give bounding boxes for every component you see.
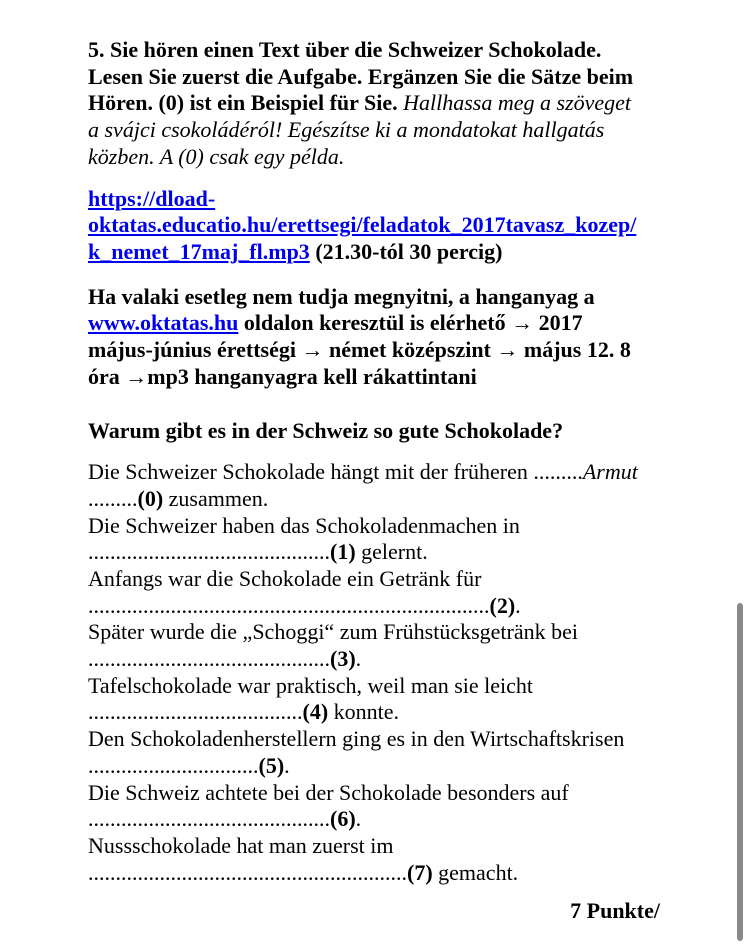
text-line (88, 699, 660, 726)
text-line (88, 310, 660, 337)
text-segment: május-június érettségi → német középszint → május 12. 8 (88, 337, 631, 363)
task-question-heading (88, 418, 660, 445)
text-segment: ......................................................................... (88, 592, 490, 618)
text-segment: Den Schokoladenherstellern ging es in den Wirtschaftskrisen (88, 726, 625, 752)
text-line (88, 898, 660, 925)
hyperlink[interactable]: k_nemet_17maj_fl.mp3 (88, 238, 310, 264)
text-segment: . (355, 646, 362, 672)
text-segment: Nussschokolade hat man zuerst im (88, 832, 394, 858)
text-segment: óra →mp3 hanganyagra kell rákattintani (88, 363, 477, 389)
task-sentences (88, 459, 660, 886)
text-line (88, 459, 660, 486)
text-segment: ............................................ (88, 646, 330, 672)
text-segment: . (284, 752, 290, 778)
text-line (88, 37, 660, 64)
hyperlink[interactable]: oktatas.educatio.hu/erettsegi/feladatok_2017tavasz_kozep/ (88, 212, 637, 238)
text-segment: 5. Sie hören einen Text über die Schweizer Schokolade. (88, 37, 602, 62)
text-line (88, 364, 660, 391)
audio-link-paragraph (88, 186, 660, 266)
text-line (88, 806, 660, 833)
text-segment: ......... (88, 485, 138, 511)
text-line (88, 418, 660, 445)
text-segment: Lesen Sie zuerst die Aufgabe. Ergänzen Sie die Sätze beim (88, 63, 634, 89)
text-line (88, 90, 660, 117)
text-segment: Die Schweizer Schokolade hängt mit der früheren (88, 459, 534, 485)
text-line (88, 64, 660, 91)
text-segment: ......... (533, 459, 583, 485)
text-segment: (21.30-tól 30 percig) (309, 238, 503, 264)
text-segment: oldalon keresztül is elérhető → 2017 (238, 310, 583, 336)
fallback-note-paragraph (88, 284, 660, 391)
text-segment: Warum gibt es in der Schweiz so gute Schokolade? (88, 418, 564, 444)
text-segment: Die Schweiz achtete bei der Schokolade besonders auf (88, 779, 569, 805)
text-line (88, 753, 660, 780)
text-segment: (1) (330, 539, 356, 565)
text-segment: Später wurde die „Schoggi“ zum Frühstücksgetränk bei (88, 619, 578, 645)
text-segment: közben. A (0) csak egy példa. (88, 143, 345, 169)
text-segment: (6) (330, 806, 356, 832)
text-segment: .......................................................... (88, 859, 407, 885)
text-segment: (0) (137, 485, 164, 511)
text-segment: (4) (302, 699, 329, 725)
text-segment: Ha valaki esetleg nem tudja megnyitni, a hanganyag a (88, 283, 595, 309)
text-segment: 7 Punkte/ (570, 898, 660, 924)
text-line (88, 833, 660, 860)
text-segment: . (355, 806, 362, 832)
text-line (88, 860, 660, 887)
text-line (88, 144, 660, 171)
text-segment: Hören. (0) ist ein Beispiel für Sie. (88, 90, 404, 116)
text-segment: konnte. (328, 699, 400, 725)
text-line (88, 117, 660, 144)
text-segment: Hallhassa meg a szöveget (403, 90, 632, 116)
text-segment: ............................................ (88, 539, 330, 565)
text-segment: (3) (330, 646, 356, 672)
scrollbar-thumb[interactable] (737, 603, 743, 941)
points-line (88, 898, 660, 925)
text-line (88, 726, 660, 753)
text-line (88, 284, 660, 311)
text-line (88, 186, 660, 213)
text-line (88, 486, 660, 513)
text-segment: (5) (258, 752, 285, 778)
intro-paragraph (88, 37, 660, 171)
hyperlink[interactable]: www.oktatas.hu (88, 310, 239, 336)
text-line (88, 673, 660, 700)
text-line (88, 337, 660, 364)
text-segment: ....................................... (88, 699, 303, 725)
text-line (88, 593, 660, 620)
text-segment: ............................... (88, 752, 259, 778)
document-body (88, 37, 660, 925)
text-line (88, 212, 660, 239)
text-segment: (7) (407, 859, 433, 885)
text-line (88, 780, 660, 807)
text-line (88, 619, 660, 646)
text-segment: Die Schweizer haben das Schokoladenmachen in (88, 512, 520, 538)
text-segment: ............................................ (88, 806, 330, 832)
text-line (88, 513, 660, 540)
text-segment: zusammen. (163, 485, 269, 511)
text-segment: . (515, 592, 521, 618)
text-line (88, 566, 660, 593)
text-line (88, 239, 660, 266)
text-segment: Armut (582, 459, 638, 485)
text-segment: Tafelschokolade war praktisch, weil man sie leicht (88, 672, 534, 698)
text-line (88, 539, 660, 566)
hyperlink[interactable]: https://dload- (88, 185, 216, 211)
text-segment: a svájci csokoládéról! Egészítse ki a mondatokat hallgatás (88, 117, 605, 143)
text-line (88, 646, 660, 673)
text-segment: gemacht. (432, 859, 519, 885)
text-segment: (2) (489, 592, 516, 618)
text-segment: Anfangs war die Schokolade ein Getränk für (88, 565, 482, 591)
text-segment: gelernt. (355, 539, 428, 565)
